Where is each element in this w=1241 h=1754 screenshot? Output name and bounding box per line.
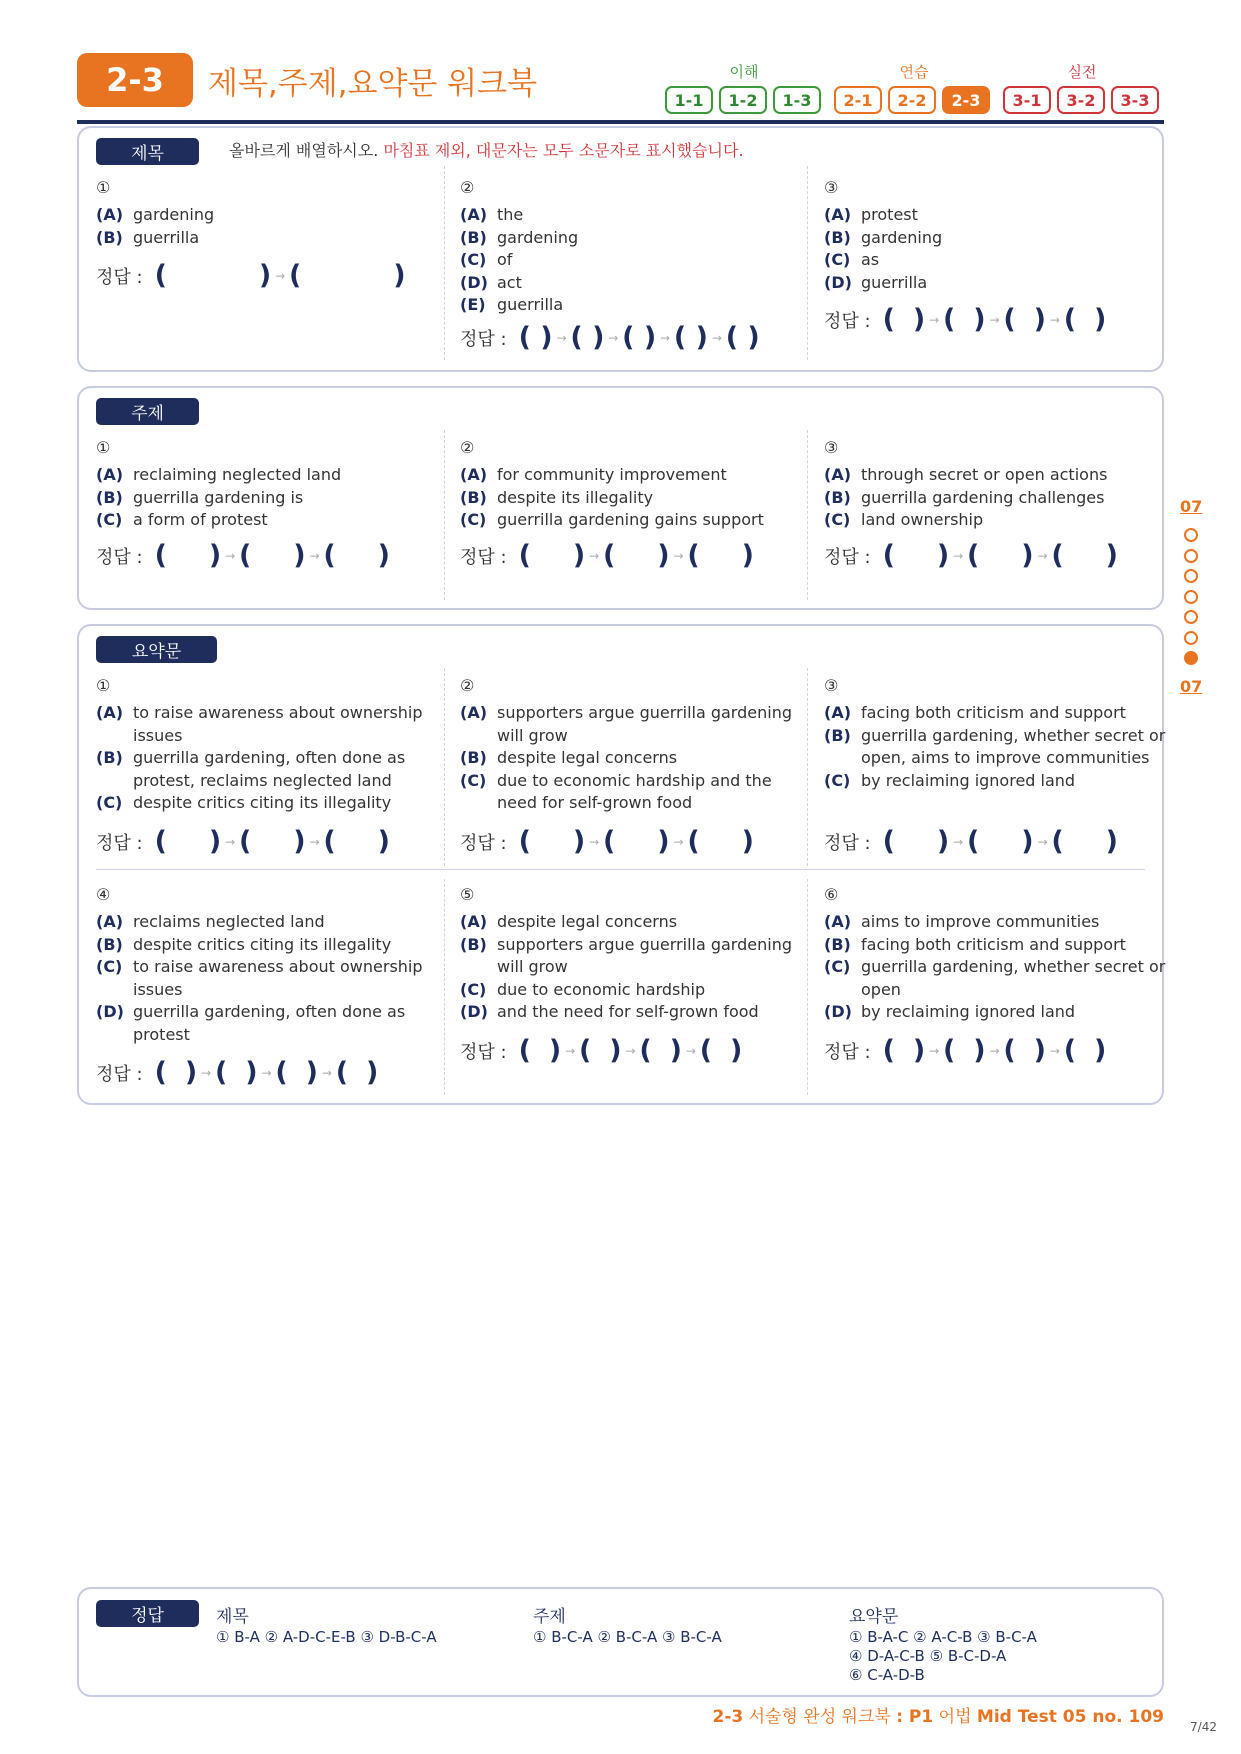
page-title: 제목,주제,요약문 워크북 [208, 66, 538, 102]
progress-dot [1184, 631, 1198, 645]
question-number: ② [460, 438, 475, 457]
answer-row[interactable]: 정답 : ( ) → ( ) → ( ) [460, 826, 754, 857]
option-item: (C) guerrilla gardening, whether secret or open [824, 957, 1166, 999]
question-number: ⑤ [460, 885, 475, 904]
question-6 [824, 885, 1169, 1100]
option-item: (C) a form of protest [96, 510, 268, 530]
section-tag: 주제 [96, 398, 199, 425]
option-item: (C) land ownership [824, 510, 984, 530]
answer-key [77, 1587, 1164, 1697]
answer-key-heading: 제목 [216, 1607, 249, 1627]
option-item: (D) guerrilla [824, 272, 928, 292]
level-tab-2-3[interactable]: 2-3 [942, 86, 990, 114]
question-number: ① [96, 438, 111, 457]
question-4 [96, 885, 441, 1100]
answer-row[interactable]: 정답 : ( ) → ( ) → ( ) [824, 540, 1118, 571]
answer-key-line: ① B-A ② A-D-C-E-B ③ D-B-C-A [216, 1628, 437, 1646]
footer-source: 2-3 서술형 완성 워크북 : P1 어법 Mid Test 05 no. 109 [712, 1707, 1164, 1727]
answer-key-heading: 주제 [533, 1607, 566, 1627]
answer-row[interactable]: 정답 : ( ) → ( ) → ( ) → ( ) [824, 1035, 1107, 1066]
option-item: (B) despite its illegality [460, 487, 654, 507]
option-item: (A) to raise awareness about ownership issues [96, 703, 423, 745]
level-tab-1-2[interactable]: 1-2 [719, 86, 767, 114]
column-divider [807, 166, 808, 360]
level-tab-1-3[interactable]: 1-3 [773, 86, 821, 114]
option-item: (C) due to economic hardship and the need for self-grown food [460, 770, 772, 813]
instruction-text: 올바르게 배열하시오. [229, 141, 379, 160]
option-item: (A) through secret or open actions [824, 465, 1108, 484]
option-item: (C) by reclaiming ignored land [824, 770, 1076, 790]
column-divider [444, 166, 445, 360]
option-item: (B) despite critics citing its illegality [96, 934, 392, 954]
side-page-number: 07 [1180, 677, 1203, 696]
level-tab-1-1[interactable]: 1-1 [665, 86, 713, 114]
progress-dot [1184, 651, 1198, 665]
option-item: (D) act [460, 272, 522, 292]
option-item: (D) by reclaiming ignored land [824, 1002, 1076, 1022]
level-group-label: 실전 [1067, 63, 1097, 81]
answer-row[interactable]: 정답 : ( ) → ( ) → ( ) → ( ) [96, 1057, 379, 1088]
question-1 [96, 438, 441, 608]
question-3 [824, 676, 1169, 866]
section-tag: 제목 [96, 138, 199, 165]
answer-row[interactable]: 정답 : ( ) → ( ) → ( ) → ( ) → ( ) [460, 322, 760, 353]
answer-row[interactable]: 정답 : ( ) → ( ) → ( ) [96, 540, 390, 571]
option-item: (A) despite legal concerns [460, 912, 678, 931]
progress-dot [1184, 569, 1198, 583]
option-item: (C) as [824, 250, 880, 270]
option-item: (A) reclaiming neglected land [96, 465, 342, 484]
title-section [77, 126, 1164, 372]
option-item: (E) guerrilla [460, 295, 564, 315]
option-item: (B) supporters argue guerrilla gardening will grow [460, 934, 792, 977]
option-item: (A) the [460, 205, 524, 224]
level-tab-2-1[interactable]: 2-1 [834, 86, 882, 114]
question-number: ⑥ [824, 885, 839, 904]
column-divider [444, 668, 445, 866]
question-number: ④ [96, 885, 111, 904]
option-item: (C) to raise awareness about ownership issues [96, 957, 423, 999]
option-item: (B) guerrilla gardening is [96, 487, 304, 507]
option-item: (A) reclaims neglected land [96, 912, 325, 931]
question-2 [460, 676, 805, 866]
option-item: (B) gardening [824, 227, 943, 247]
question-2 [460, 178, 805, 368]
theme-section [77, 386, 1164, 610]
question-number: ① [96, 676, 111, 695]
question-3 [824, 438, 1169, 608]
column-divider [807, 879, 808, 1095]
option-item: (B) guerrilla gardening challenges [824, 487, 1105, 507]
answer-row[interactable]: 정답 : ( ) → ( ) → ( ) → ( ) [460, 1035, 743, 1066]
option-item: (C) guerrilla gardening gains support [460, 510, 764, 530]
page-number: 7/42 [1190, 1720, 1217, 1734]
question-number: ② [460, 178, 475, 197]
progress-dot [1184, 549, 1198, 563]
option-item: (B) despite legal concerns [460, 748, 678, 768]
column-divider [807, 430, 808, 600]
option-item: (B) facing both criticism and support [824, 934, 1126, 954]
option-item: (B) guerrilla [96, 227, 200, 247]
option-item: (A) gardening [96, 205, 215, 224]
option-item: (D) and the need for self-grown food [460, 1002, 759, 1022]
answer-row[interactable]: 정답 : ( ) → ( ) → ( ) → ( ) [824, 304, 1107, 335]
option-item: (B) gardening [460, 227, 579, 247]
option-item: (A) protest [824, 205, 918, 224]
question-1 [96, 676, 441, 866]
question-number: ② [460, 676, 475, 695]
progress-dot [1184, 528, 1198, 542]
answer-row[interactable]: 정답 : ( ) → ( ) [96, 260, 406, 291]
option-item: (C) due to economic hardship [460, 979, 706, 999]
level-group-label: 연습 [899, 63, 929, 81]
option-item: (C) of [460, 250, 513, 270]
row-divider [96, 869, 1145, 870]
option-item: (B) guerrilla gardening, often done as protest, reclaims neglected land [96, 748, 406, 790]
option-item: (A) aims to improve communities [824, 912, 1100, 931]
answer-row[interactable]: 정답 : ( ) → ( ) → ( ) [96, 826, 390, 857]
column-divider [807, 668, 808, 866]
answer-key-line: ① B-A-C ② A-C-B ③ B-C-A [849, 1628, 1037, 1646]
column-divider [444, 879, 445, 1095]
answer-row[interactable]: 정답 : ( ) → ( ) → ( ) [460, 540, 754, 571]
question-5 [460, 885, 805, 1100]
question-number: ① [96, 178, 111, 197]
level-tab-3-3[interactable]: 3-3 [1111, 86, 1159, 114]
question-number: ③ [824, 676, 839, 695]
option-item: (A) for community improvement [460, 465, 727, 484]
answer-key-line: ⑥ C-A-D-B [849, 1666, 925, 1684]
level-group-label: 이해 [729, 63, 759, 81]
instruction-note: 마침표 제외, 대문자는 모두 소문자로 표시했습니다. [383, 141, 744, 160]
column-divider [444, 430, 445, 600]
option-item: (D) guerrilla gardening, often done as protest [96, 1002, 406, 1044]
unit-badge: 2-3 [77, 53, 193, 107]
question-number: ③ [824, 178, 839, 197]
option-item: (B) guerrilla gardening, whether secret or open, aims to improve communities [824, 725, 1166, 768]
progress-dot [1184, 610, 1198, 624]
level-tab-2-2[interactable]: 2-2 [888, 86, 936, 114]
question-2 [460, 438, 805, 608]
question-3 [824, 178, 1169, 368]
question-number: ③ [824, 438, 839, 457]
answer-key-heading: 요약문 [849, 1607, 899, 1627]
answer-row[interactable]: 정답 : ( ) → ( ) → ( ) [824, 826, 1118, 857]
instruction [229, 138, 744, 161]
summary-section [77, 624, 1164, 1105]
option-item: (A) supporters argue guerrilla gardening will grow [460, 703, 792, 745]
question-1 [96, 178, 441, 368]
level-tab-3-2[interactable]: 3-2 [1057, 86, 1105, 114]
answer-key-tag: 정답 [96, 1600, 199, 1627]
answer-key-line: ① B-C-A ② B-C-A ③ B-C-A [533, 1628, 722, 1646]
level-tab-3-1[interactable]: 3-1 [1003, 86, 1051, 114]
answer-key-line: ④ D-A-C-B ⑤ B-C-D-A [849, 1647, 1007, 1665]
side-page-number: 07 [1180, 497, 1203, 516]
progress-dot [1184, 590, 1198, 604]
header-divider [77, 120, 1164, 124]
section-tag: 요약문 [96, 636, 217, 663]
option-item: (A) facing both criticism and support [824, 703, 1126, 722]
option-item: (C) despite critics citing its illegality [96, 793, 392, 813]
